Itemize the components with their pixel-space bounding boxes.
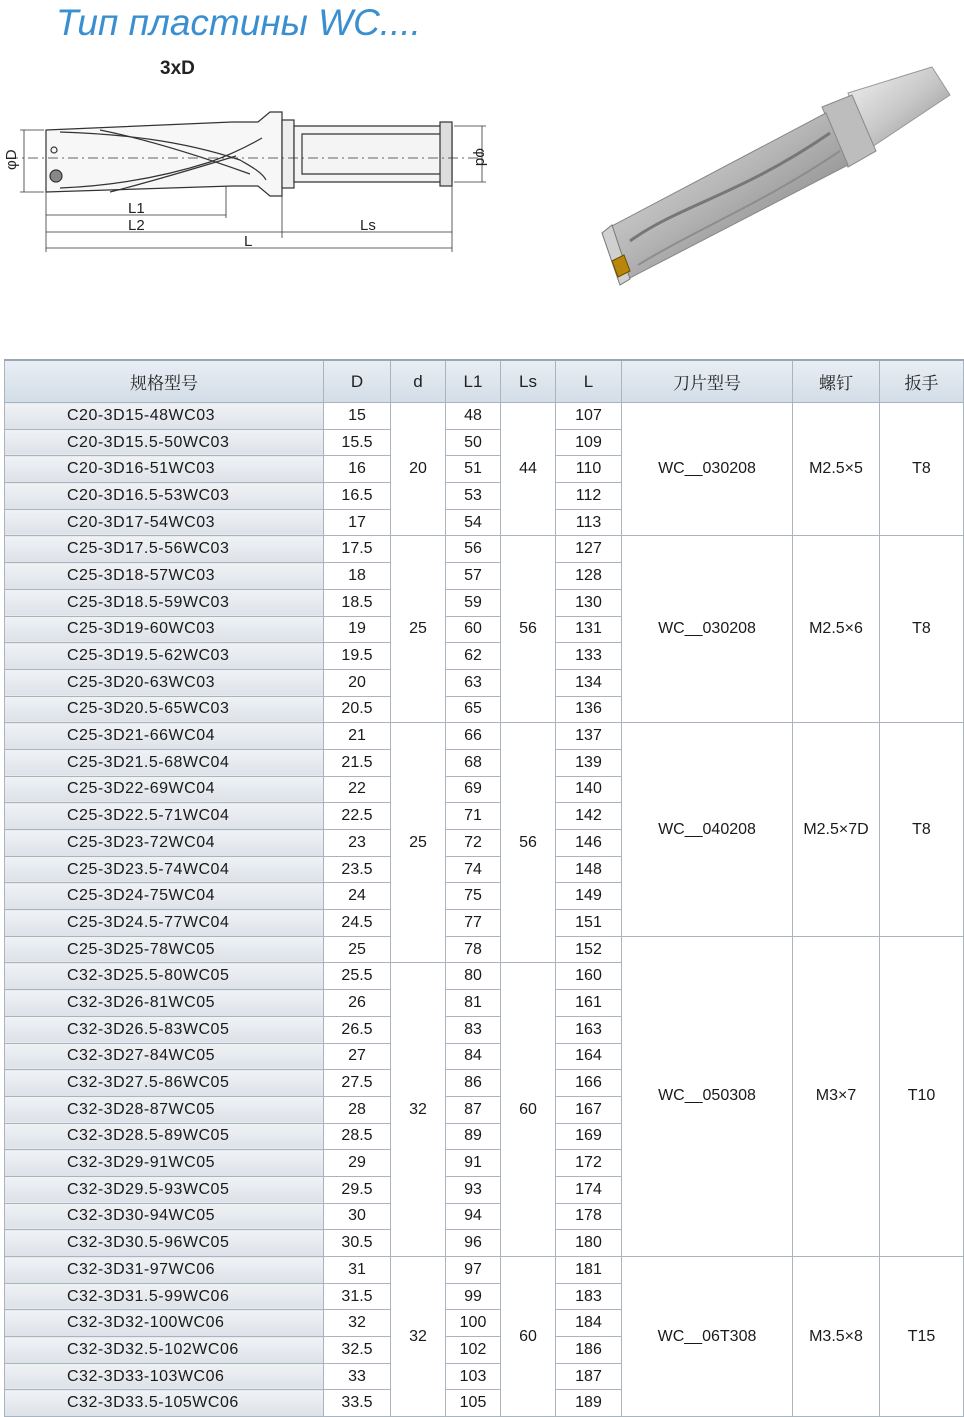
- cell-model: C32-3D31.5-99WC06: [5, 1283, 324, 1310]
- col-header-L1: L1: [446, 360, 501, 403]
- cell-insert: WC__040208: [622, 723, 793, 937]
- cell-L1: 63: [446, 669, 501, 696]
- cell-model: C32-3D28.5-89WC05: [5, 1123, 324, 1150]
- dim-label-D: φD: [3, 149, 20, 170]
- cell-model: C32-3D27.5-86WC05: [5, 1070, 324, 1097]
- cell-D: 33.5: [324, 1390, 391, 1417]
- cell-L: 167: [556, 1096, 622, 1123]
- cell-model: C25-3D23-72WC04: [5, 830, 324, 857]
- cell-model: C32-3D32-100WC06: [5, 1310, 324, 1337]
- cell-model: C32-3D31-97WC06: [5, 1257, 324, 1284]
- cell-D: 27.5: [324, 1070, 391, 1097]
- cell-D: 15.5: [324, 429, 391, 456]
- cell-wrench: T8: [880, 536, 964, 723]
- cell-L1: 59: [446, 589, 501, 616]
- col-header-model: 规格型号: [5, 360, 324, 403]
- cell-D: 28: [324, 1096, 391, 1123]
- cell-model: C32-3D30.5-96WC05: [5, 1230, 324, 1257]
- cell-L1: 65: [446, 696, 501, 723]
- cell-model: C32-3D29.5-93WC05: [5, 1176, 324, 1203]
- cell-L1: 75: [446, 883, 501, 910]
- cell-d: 32: [391, 963, 446, 1257]
- cell-D: 23.5: [324, 856, 391, 883]
- cell-D: 26: [324, 990, 391, 1017]
- cell-model: C25-3D24-75WC04: [5, 883, 324, 910]
- cell-screw: M2.5×5: [793, 403, 880, 536]
- cell-L1: 87: [446, 1096, 501, 1123]
- table-row: [5, 936, 964, 963]
- cell-D: 29: [324, 1150, 391, 1177]
- cell-model: C32-3D32.5-102WC06: [5, 1337, 324, 1364]
- cell-L: 130: [556, 589, 622, 616]
- cell-D: 24.5: [324, 910, 391, 937]
- dim-label-Ls: Ls: [360, 217, 376, 234]
- cell-d: 32: [391, 1257, 446, 1417]
- cell-D: 26.5: [324, 1016, 391, 1043]
- cell-model: C20-3D15.5-50WC03: [5, 429, 324, 456]
- cell-D: 23: [324, 830, 391, 857]
- cell-d: 25: [391, 536, 446, 723]
- cell-L: 166: [556, 1070, 622, 1097]
- cell-L1: 97: [446, 1257, 501, 1284]
- cell-model: C25-3D24.5-77WC04: [5, 910, 324, 937]
- cell-L: 136: [556, 696, 622, 723]
- cell-screw: M2.5×6: [793, 536, 880, 723]
- cell-L1: 74: [446, 856, 501, 883]
- cell-model: C25-3D17.5-56WC03: [5, 536, 324, 563]
- dim-label-L1: L1: [128, 200, 145, 217]
- drill-ratio-label: 3xD: [160, 58, 195, 79]
- cell-wrench: T8: [880, 403, 964, 536]
- cell-model: C20-3D15-48WC03: [5, 403, 324, 430]
- cell-L: 113: [556, 509, 622, 536]
- cell-D: 18.5: [324, 589, 391, 616]
- cell-D: 30: [324, 1203, 391, 1230]
- cell-model: C25-3D23.5-74WC04: [5, 856, 324, 883]
- cell-D: 22: [324, 776, 391, 803]
- col-header-wrench: 扳手: [880, 360, 964, 403]
- cell-L1: 54: [446, 509, 501, 536]
- cell-D: 17.5: [324, 536, 391, 563]
- cell-insert: WC__06T308: [622, 1257, 793, 1417]
- cell-L1: 81: [446, 990, 501, 1017]
- cell-D: 31.5: [324, 1283, 391, 1310]
- cell-model: C20-3D16-51WC03: [5, 456, 324, 483]
- col-header-Ls: Ls: [501, 360, 556, 403]
- cell-screw: M3.5×8: [793, 1257, 880, 1417]
- cell-L1: 80: [446, 963, 501, 990]
- cell-model: C25-3D22.5-71WC04: [5, 803, 324, 830]
- cell-wrench: T15: [880, 1257, 964, 1417]
- cell-L1: 62: [446, 643, 501, 670]
- cell-L: 128: [556, 563, 622, 590]
- cell-Ls: 60: [501, 1257, 556, 1417]
- cell-model: C25-3D18-57WC03: [5, 563, 324, 590]
- cell-L: 148: [556, 856, 622, 883]
- table-row: [5, 536, 964, 563]
- cell-Ls: 56: [501, 723, 556, 963]
- cell-L: 187: [556, 1363, 622, 1390]
- cell-model: C25-3D20.5-65WC03: [5, 696, 324, 723]
- cell-L1: 60: [446, 616, 501, 643]
- cell-screw: M3×7: [793, 936, 880, 1256]
- cell-L1: 99: [446, 1283, 501, 1310]
- col-header-screw: 螺钉: [793, 360, 880, 403]
- cell-model: C32-3D25.5-80WC05: [5, 963, 324, 990]
- cell-wrench: T10: [880, 936, 964, 1256]
- cell-insert: WC__050308: [622, 936, 793, 1256]
- cell-L: 109: [556, 429, 622, 456]
- col-header-D: D: [324, 360, 391, 403]
- cell-L1: 83: [446, 1016, 501, 1043]
- cell-L: 137: [556, 723, 622, 750]
- drill-product-image: [590, 55, 960, 295]
- cell-L1: 93: [446, 1176, 501, 1203]
- cell-D: 32.5: [324, 1337, 391, 1364]
- cell-D: 25: [324, 936, 391, 963]
- cell-screw: M2.5×7D: [793, 723, 880, 937]
- cell-L: 164: [556, 1043, 622, 1070]
- cell-D: 20: [324, 669, 391, 696]
- cell-L1: 72: [446, 830, 501, 857]
- cell-L1: 77: [446, 910, 501, 937]
- cell-L1: 103: [446, 1363, 501, 1390]
- cell-L: 112: [556, 483, 622, 510]
- cell-L: 107: [556, 403, 622, 430]
- cell-L: 180: [556, 1230, 622, 1257]
- cell-L: 134: [556, 669, 622, 696]
- dim-label-L2: L2: [128, 217, 145, 234]
- cell-L1: 48: [446, 403, 501, 430]
- cell-L: 127: [556, 536, 622, 563]
- cell-model: C25-3D25-78WC05: [5, 936, 324, 963]
- cell-D: 33: [324, 1363, 391, 1390]
- cell-L: 169: [556, 1123, 622, 1150]
- cell-model: C20-3D16.5-53WC03: [5, 483, 324, 510]
- cell-D: 25.5: [324, 963, 391, 990]
- cell-D: 27: [324, 1043, 391, 1070]
- cell-L: 181: [556, 1257, 622, 1284]
- cell-model: C25-3D20-63WC03: [5, 669, 324, 696]
- cell-L1: 71: [446, 803, 501, 830]
- cell-L: 186: [556, 1337, 622, 1364]
- cell-L: 161: [556, 990, 622, 1017]
- cell-L1: 94: [446, 1203, 501, 1230]
- cell-model: C25-3D19.5-62WC03: [5, 643, 324, 670]
- cell-L1: 96: [446, 1230, 501, 1257]
- cell-L1: 68: [446, 749, 501, 776]
- cell-L: 149: [556, 883, 622, 910]
- table-row: [5, 403, 964, 430]
- cell-L: 151: [556, 910, 622, 937]
- cell-D: 19: [324, 616, 391, 643]
- cell-L: 184: [556, 1310, 622, 1337]
- cell-D: 19.5: [324, 643, 391, 670]
- cell-L1: 105: [446, 1390, 501, 1417]
- cell-L: 142: [556, 803, 622, 830]
- cell-D: 16: [324, 456, 391, 483]
- cell-model: C25-3D19-60WC03: [5, 616, 324, 643]
- cell-model: C32-3D28-87WC05: [5, 1096, 324, 1123]
- cell-L: 152: [556, 936, 622, 963]
- cell-L: 139: [556, 749, 622, 776]
- cell-L: 183: [556, 1283, 622, 1310]
- cell-L1: 89: [446, 1123, 501, 1150]
- cell-D: 22.5: [324, 803, 391, 830]
- cell-L1: 53: [446, 483, 501, 510]
- cell-D: 21: [324, 723, 391, 750]
- cell-D: 28.5: [324, 1123, 391, 1150]
- cell-model: C25-3D18.5-59WC03: [5, 589, 324, 616]
- col-header-insert: 刀片型号: [622, 360, 793, 403]
- cell-L1: 84: [446, 1043, 501, 1070]
- cell-D: 21.5: [324, 749, 391, 776]
- cell-D: 31: [324, 1257, 391, 1284]
- drill-dimension-drawing: [0, 100, 500, 260]
- table-header-row: [5, 360, 964, 403]
- cell-L1: 69: [446, 776, 501, 803]
- cell-insert: WC__030208: [622, 403, 793, 536]
- cell-L: 140: [556, 776, 622, 803]
- cell-L: 160: [556, 963, 622, 990]
- dim-label-L: L: [244, 233, 253, 250]
- cell-L: 189: [556, 1390, 622, 1417]
- cell-D: 16.5: [324, 483, 391, 510]
- cell-L: 172: [556, 1150, 622, 1177]
- cell-L1: 100: [446, 1310, 501, 1337]
- cell-Ls: 56: [501, 536, 556, 723]
- cell-D: 20.5: [324, 696, 391, 723]
- cell-L1: 50: [446, 429, 501, 456]
- cell-L1: 51: [446, 456, 501, 483]
- cell-model: C32-3D26.5-83WC05: [5, 1016, 324, 1043]
- cell-d: 20: [391, 403, 446, 536]
- cell-D: 30.5: [324, 1230, 391, 1257]
- dim-label-d: φd: [472, 148, 489, 167]
- cell-Ls: 60: [501, 963, 556, 1257]
- cell-model: C32-3D27-84WC05: [5, 1043, 324, 1070]
- cell-D: 32: [324, 1310, 391, 1337]
- cell-model: C32-3D26-81WC05: [5, 990, 324, 1017]
- cell-wrench: T8: [880, 723, 964, 937]
- cell-L1: 57: [446, 563, 501, 590]
- cell-L: 110: [556, 456, 622, 483]
- cell-D: 17: [324, 509, 391, 536]
- cell-model: C25-3D21.5-68WC04: [5, 749, 324, 776]
- cell-L1: 78: [446, 936, 501, 963]
- cell-D: 29.5: [324, 1176, 391, 1203]
- cell-model: C32-3D29-91WC05: [5, 1150, 324, 1177]
- cell-model: C32-3D30-94WC05: [5, 1203, 324, 1230]
- cell-D: 15: [324, 403, 391, 430]
- cell-D: 18: [324, 563, 391, 590]
- cell-L: 131: [556, 616, 622, 643]
- cell-L1: 66: [446, 723, 501, 750]
- cell-insert: WC__030208: [622, 536, 793, 723]
- col-header-L: L: [556, 360, 622, 403]
- cell-L: 174: [556, 1176, 622, 1203]
- cell-L: 178: [556, 1203, 622, 1230]
- cell-L: 146: [556, 830, 622, 857]
- cell-model: C25-3D22-69WC04: [5, 776, 324, 803]
- cell-L1: 102: [446, 1337, 501, 1364]
- cell-model: C32-3D33-103WC06: [5, 1363, 324, 1390]
- cell-model: C20-3D17-54WC03: [5, 509, 324, 536]
- table-row: [5, 723, 964, 750]
- cell-L1: 86: [446, 1070, 501, 1097]
- cell-L1: 56: [446, 536, 501, 563]
- cell-d: 25: [391, 723, 446, 963]
- col-header-d: d: [391, 360, 446, 403]
- cell-Ls: 44: [501, 403, 556, 536]
- cell-L: 133: [556, 643, 622, 670]
- cell-D: 24: [324, 883, 391, 910]
- table-row: [5, 1257, 964, 1284]
- cell-model: C25-3D21-66WC04: [5, 723, 324, 750]
- cell-L: 163: [556, 1016, 622, 1043]
- cell-L1: 91: [446, 1150, 501, 1177]
- cell-model: C32-3D33.5-105WC06: [5, 1390, 324, 1417]
- specification-table: [4, 359, 964, 1417]
- page-title: Тип пластины WC....: [56, 2, 421, 43]
